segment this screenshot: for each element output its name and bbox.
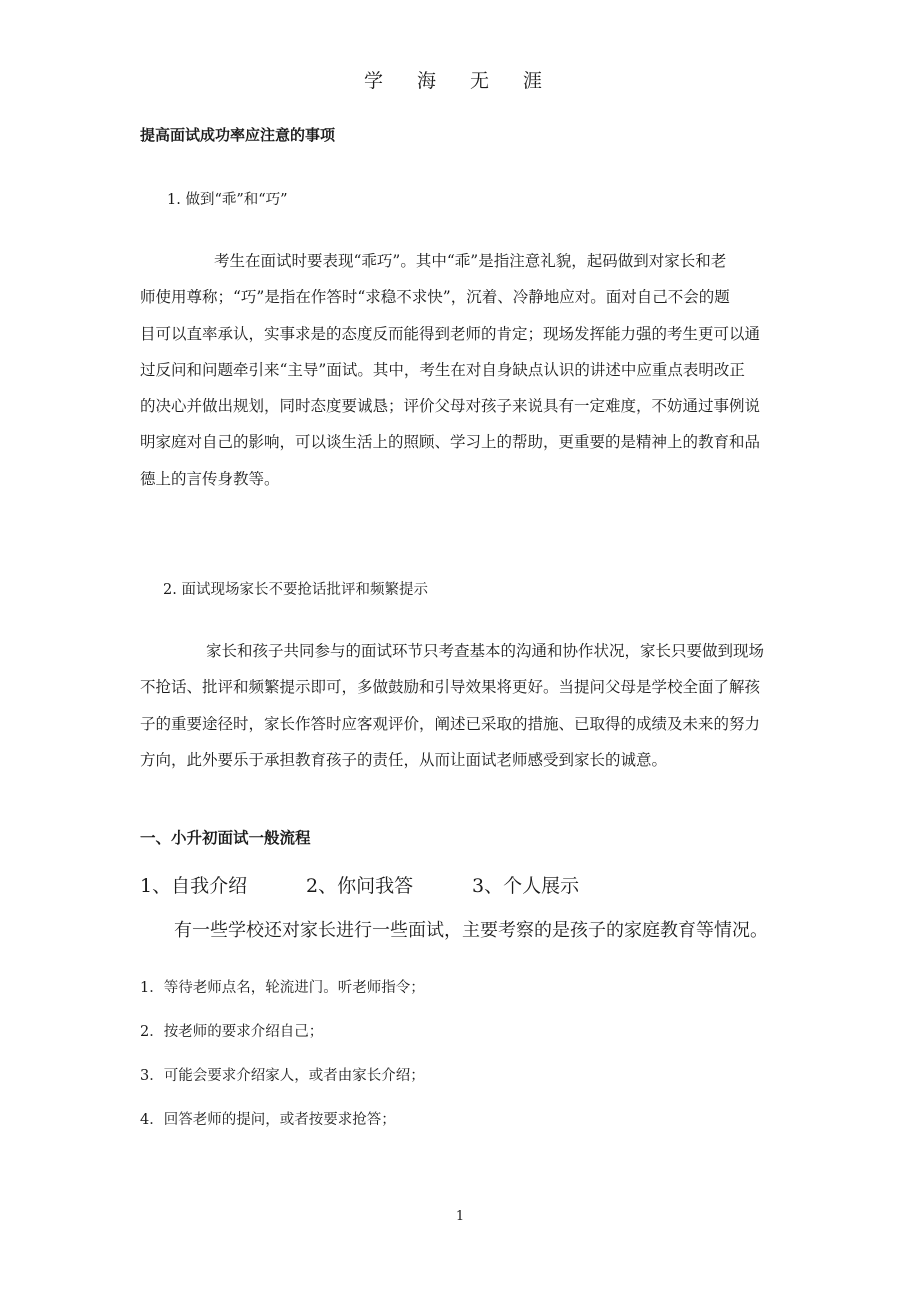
item-heading-1: 1. 做到“乖”和“巧” <box>167 192 288 208</box>
process-steps <box>140 871 579 898</box>
paragraph-line: 方向，此外要乐于承担教育孩子的责任，从而让面试老师感受到家长的诚意。 <box>140 750 668 769</box>
document-title: 提高面试成功率应注意的事项 <box>140 126 336 144</box>
page-number: 1 <box>455 1209 465 1224</box>
list-item: 2．按老师的要求介绍自己； <box>140 1024 324 1040</box>
item-heading-2: 2. 面试现场家长不要抢话批评和频繁提示 <box>163 582 428 598</box>
paragraph-line: 过反问和问题牵引来“主导”面试。其中，考生在对自身缺点认识的讲述中应重点表明改正 <box>140 360 745 379</box>
paragraph-line: 目可以直率承认，实事求是的态度反而能得到老师的肯定；现场发挥能力强的考生更可以通 <box>140 324 761 343</box>
paragraph-2 <box>140 633 788 778</box>
page-header-title: 学 海 无 涯 <box>363 70 557 92</box>
section-heading: 一、小升初面试一般流程 <box>140 829 311 847</box>
paragraph-line: 德上的言传身教等。 <box>140 469 280 488</box>
paragraph-line: 明家庭对自己的影响，可以谈生活上的照顾、学习上的帮助，更重要的是精神上的教育和品 <box>140 433 761 452</box>
paragraph-line: 师使用尊称；“巧”是指在作答时“求稳不求快”，沉着、冷静地应对。面对自己不会的题 <box>140 288 730 307</box>
step-3: 3、个人展示 <box>472 875 580 897</box>
paragraph-1 <box>140 243 788 497</box>
paragraph-line: 不抢话、批评和频繁提示即可，多做鼓励和引导效果将更好。当提问父母是学校全面了解孩 <box>140 678 761 697</box>
step-1: 1、自我介绍 <box>140 875 248 897</box>
paragraph-line: 的决心并做出规划，同时态度要诚恳；评价父母对孩子来说具有一定难度，不妨通过事例说 <box>140 397 761 416</box>
list-item: 4．回答老师的提问，或者按要求抢答； <box>140 1112 396 1128</box>
list-item: 3．可能会要求介绍家人，或者由家长介绍； <box>140 1068 425 1084</box>
parent-interview-note: 有一些学校还对家长进行一些面试，主要考察的是孩子的家庭教育等情况。 <box>174 920 768 941</box>
paragraph-line: 考生在面试时要表现“乖巧”。其中“乖”是指注意礼貌，起码做到对家长和老 <box>214 252 727 270</box>
paragraph-line: 家长和孩子共同参与的面试环节只考查基本的沟通和协作状况，家长只要做到现场 <box>206 642 765 660</box>
list-item: 1．等待老师点名，轮流进门。听老师指令； <box>140 980 425 996</box>
paragraph-line: 子的重要途径时，家长作答时应客观评价，阐述已采取的措施、已取得的成绩及未来的努力 <box>140 714 761 733</box>
step-2: 2、你问我答 <box>306 875 414 897</box>
